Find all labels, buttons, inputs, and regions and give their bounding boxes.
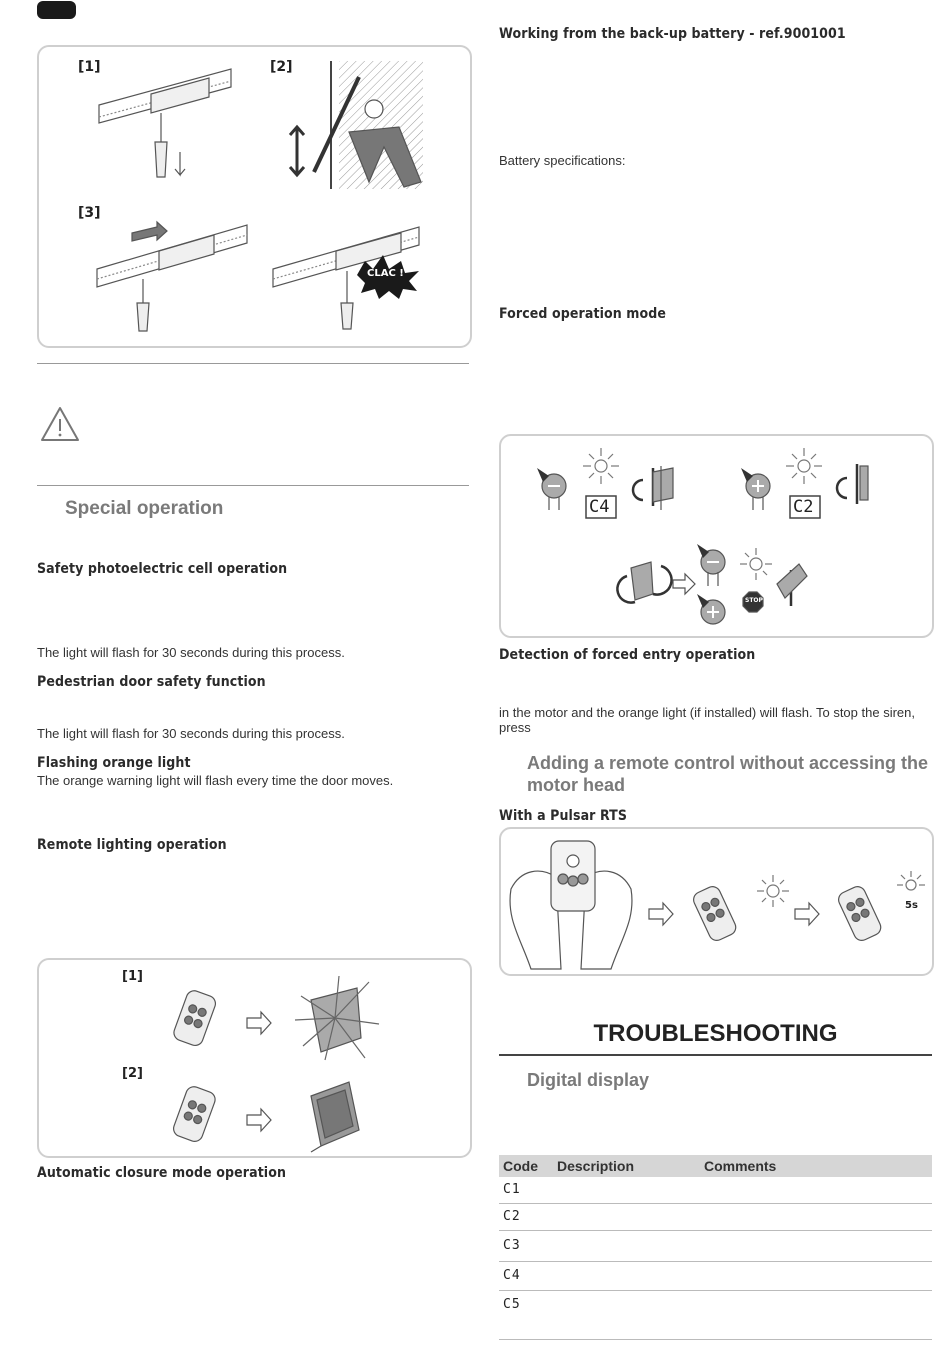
figure-manual-release (37, 45, 472, 348)
code-cell: C3 (499, 1231, 553, 1262)
comments-cell (700, 1262, 932, 1291)
remote-press-icon-2 (836, 884, 883, 943)
code-cell: C2 (499, 1204, 553, 1231)
divider-2 (37, 485, 469, 486)
remote-icon-1 (172, 989, 218, 1048)
table-row (499, 1291, 932, 1340)
remote-lighting-illustrations (39, 960, 470, 1156)
adding-remote-title-line2: motor head (527, 775, 626, 795)
lcd-c4-text: C4 (589, 497, 610, 517)
release-illustrations (39, 47, 470, 346)
troubleshooting-rule (499, 1054, 932, 1056)
person-lifting-door (290, 61, 423, 189)
divider-1 (37, 363, 469, 364)
orange-light-text: The orange warning light will flash every time the door moves. (37, 773, 394, 788)
figure-label-2: [2] (270, 59, 293, 75)
rail-trolley-1 (99, 69, 231, 177)
description-cell (553, 1291, 700, 1340)
description-cell (553, 1177, 700, 1204)
warning-icon (40, 406, 80, 442)
plus-button-icon-2 (697, 594, 725, 624)
hands-holding-remote-icon (510, 841, 632, 969)
code-cell: C1 (499, 1177, 553, 1204)
lamp-lit-icon (295, 976, 379, 1060)
door-stopped-icon (777, 564, 807, 606)
figure2-label-2: [2] (122, 1066, 143, 1081)
figure2-label-1: [1] (122, 969, 143, 984)
auto-closure-heading: Automatic closure mode operation (37, 1165, 287, 1181)
figure-forced-operation (499, 434, 934, 638)
adding-remote-title-line1: Adding a remote control without accessing the (527, 753, 929, 773)
table-header-row (499, 1155, 932, 1177)
table-row (499, 1177, 932, 1204)
comments-cell (700, 1231, 932, 1262)
minus-button-icon (537, 468, 566, 510)
plus-button-icon (741, 468, 770, 510)
blinking-light-icon-4 (757, 875, 789, 907)
description-cell (553, 1262, 700, 1291)
code-cell: C4 (499, 1262, 553, 1291)
hold-time-label: 5s (905, 900, 918, 911)
table-row (499, 1231, 932, 1262)
column-header-description: Description (553, 1155, 700, 1177)
pulsar-illustrations (501, 829, 932, 974)
remote-icon-2 (171, 1084, 217, 1143)
lamp-off-icon (311, 1082, 359, 1152)
digital-display-title: Digital display (527, 1070, 650, 1090)
code-cell: C5 (499, 1291, 553, 1340)
safety-cell-heading: Safety photoelectric cell operation (37, 561, 288, 577)
figure-pulsar-rts (499, 827, 934, 976)
detection-text: in the motor and the orange light (if installed) will flash. To stop the siren, press (499, 705, 915, 735)
blinking-light-icon-2 (786, 448, 822, 484)
comments-cell (700, 1204, 932, 1231)
error-codes-table (499, 1155, 932, 1340)
door-open-icon-1 (633, 466, 673, 510)
description-cell (553, 1231, 700, 1262)
blinking-light-icon-1 (583, 448, 619, 484)
pedestrian-heading: Pedestrian door safety function (37, 674, 266, 690)
blinking-light-icon-3 (740, 548, 772, 580)
description-cell (553, 1204, 700, 1231)
column-header-comments: Comments (700, 1155, 932, 1177)
figure-remote-lighting (37, 958, 472, 1158)
minus-button-icon-2 (697, 544, 725, 586)
rail-trolley-3 (97, 222, 247, 331)
table-row (499, 1204, 932, 1231)
stop-label: STOP (745, 597, 763, 604)
figure-label-1: [1] (78, 59, 101, 75)
column-header-code: Code (499, 1155, 553, 1177)
language-tab (37, 1, 76, 19)
blinking-light-icon-5 (897, 871, 925, 890)
forced-operation-heading: Forced operation mode (499, 306, 667, 322)
pulsar-rts-heading: With a Pulsar RTS (499, 808, 628, 824)
battery-heading: Working from the back-up battery - ref.9001001 (499, 26, 846, 42)
troubleshooting-title: TROUBLESHOOTING (593, 1020, 838, 1047)
remote-press-icon-1 (691, 884, 738, 943)
comments-cell (700, 1291, 932, 1340)
safety-cell-note: The light will flash for 30 seconds during this process. (37, 645, 345, 660)
remote-lighting-heading: Remote lighting operation (37, 837, 227, 853)
clac-label: CLAC ! (367, 268, 404, 279)
pedestrian-note: The light will flash for 30 seconds during this process. (37, 726, 345, 741)
door-rotating-icon (617, 562, 671, 603)
detection-heading: Detection of forced entry operation (499, 647, 756, 663)
forced-operation-illustrations (501, 436, 932, 636)
battery-spec-label: Battery specifications: (499, 153, 626, 168)
door-closed-icon (837, 464, 868, 504)
comments-cell (700, 1177, 932, 1204)
special-operation-title: Special operation (65, 498, 224, 519)
table-row (499, 1262, 932, 1291)
figure-label-3: [3] (78, 205, 101, 221)
lcd-c2-text: C2 (793, 497, 814, 517)
orange-light-heading: Flashing orange light (37, 755, 191, 771)
